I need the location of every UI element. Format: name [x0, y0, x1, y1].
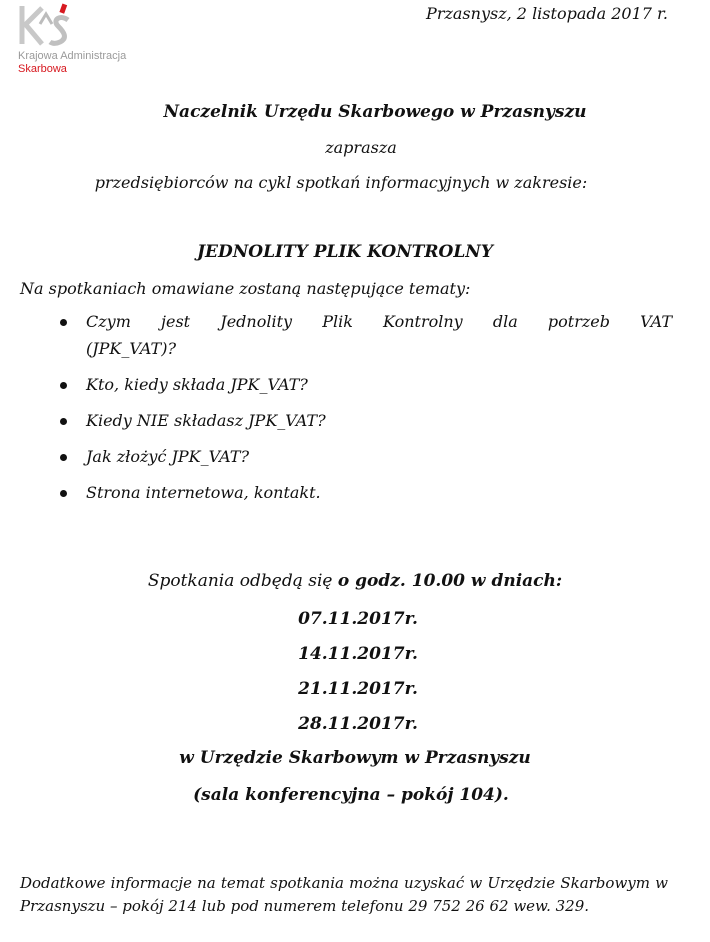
logo-text-line1: Krajowa Administracja — [18, 50, 127, 62]
list-item — [58, 443, 672, 470]
document-date: Przasnysz, 2 listopada 2017 r. — [426, 4, 668, 23]
topic-text: Czym jest Jednolity Plik Kontrolny dla potrzeb VAT — [86, 312, 672, 331]
meeting-date: 14.11.2017r. — [298, 644, 418, 664]
subject-line: przedsiębiorców na cykl spotkań informacyjnych w zakresie: — [94, 173, 588, 192]
logo-text-line2: Skarbowa — [18, 63, 67, 75]
meeting-time: o godz. 10.00 w dniach: — [337, 571, 563, 591]
kas-logo-mark — [16, 2, 76, 48]
headline: JEDNOLITY PLIK KONTROLNY — [197, 242, 493, 262]
topic-text: Jak złożyć JPK_VAT? — [86, 447, 250, 466]
kas-logo — [16, 2, 146, 74]
meeting-place: w Urzędzie Skarbowym w Przasnyszu — [179, 748, 531, 768]
meeting-date: 21.11.2017r. — [298, 679, 418, 699]
topic-text: Strona internetowa, kontakt. — [86, 483, 321, 502]
bullet-icon — [60, 418, 67, 425]
invites-line: zaprasza — [325, 138, 397, 157]
bullet-icon — [60, 454, 67, 461]
topic-text: Kiedy NIE składasz JPK_VAT? — [86, 411, 326, 430]
bullet-icon — [60, 319, 67, 326]
topic-text: Kto, kiedy składa JPK_VAT? — [86, 375, 308, 394]
meeting-time-line — [0, 571, 710, 591]
meeting-date: 28.11.2017r. — [298, 714, 418, 734]
meeting-dates — [0, 607, 710, 747]
bullet-icon — [60, 490, 67, 497]
topics-list — [58, 308, 672, 515]
list-item — [58, 407, 672, 434]
list-item — [58, 308, 672, 362]
document-title: Naczelnik Urzędu Skarbowego w Przasnyszu — [163, 102, 587, 122]
list-item — [58, 479, 672, 506]
bullet-icon — [60, 382, 67, 389]
meeting-lead: Spotkania odbędą się — [147, 571, 333, 591]
topics-intro: Na spotkaniach omawiane zostaną następujące tematy: — [20, 279, 471, 298]
topic-text-continued: (JPK_VAT)? — [86, 339, 177, 358]
meeting-room: (sala konferencyjna – pokój 104). — [193, 785, 509, 805]
list-item — [58, 371, 672, 398]
meeting-date: 07.11.2017r. — [298, 609, 418, 629]
footer-contact-info: Dodatkowe informacje na temat spotkania można uzyskać w Urzędzie Skarbowym w Przasnyszu – pokój 214 lub pod numerem telefonu 29 752 26 62 wew. 329. — [20, 874, 668, 915]
